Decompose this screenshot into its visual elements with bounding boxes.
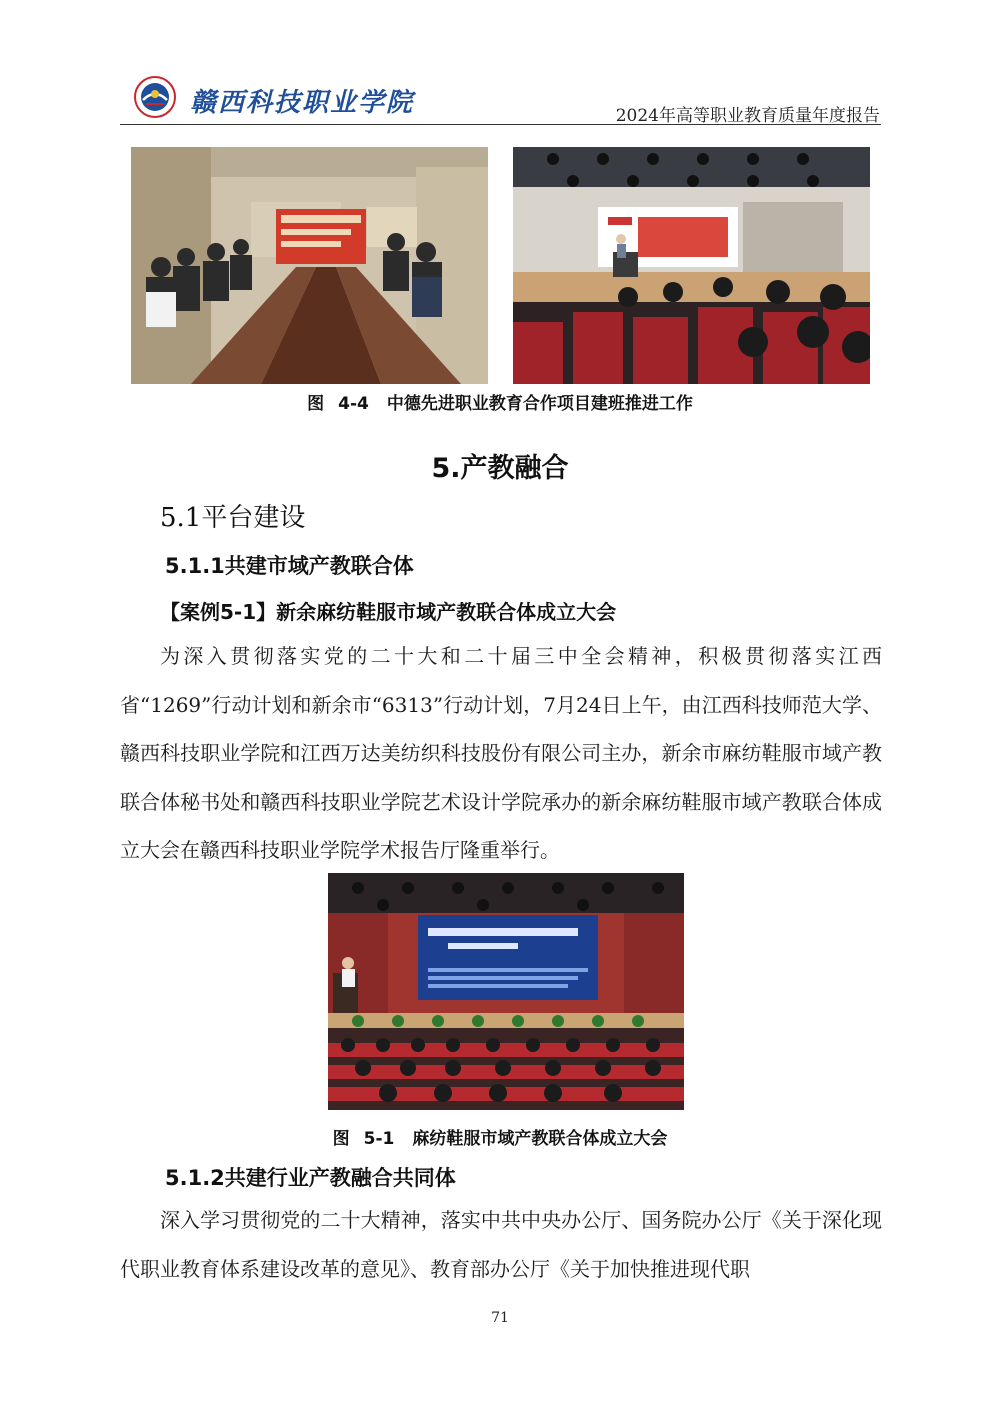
subsubsection-title-5-1-2: 5.1.2共建行业产教融合共同体 (165, 1166, 456, 1190)
case-title: 【案例5-1】新余麻纺鞋服市域产教联合体成立大会 (160, 600, 617, 624)
figure-label: 图 (307, 394, 325, 414)
school-logo (134, 76, 176, 118)
report-title: 2024年高等职业教育质量年度报告 (615, 106, 880, 126)
page-number: 71 (491, 1310, 509, 1326)
figure-caption-text: 中德先进职业教育合作项目建班推进工作 (386, 394, 693, 414)
figure-number: 5-1 (363, 1129, 395, 1149)
subsection-title: 5.1平台建设 (160, 503, 306, 533)
figure-number: 4-4 (338, 394, 369, 414)
body-paragraph-1: 为深入贯彻落实党的二十大和二十届三中全会精神，积极贯彻落实江西省“1269”行动计划和新余市“6313”行动计划，7月24日上午，由江西科技师范大学、赣西科技职业学院和江西万达美纺织科技股份有限公司主办，新余市麻纺鞋服市域产教联合体秘书处和赣西科技职业学院艺术设计学院承办的新余麻纺鞋服市域产教联合体成立大会在赣西科技职业学院学术报告厅隆重举行。 (120, 644, 882, 862)
photo-founding-ceremony (328, 873, 684, 1110)
photo-auditorium-lecture (513, 147, 870, 384)
figure-caption-5-1 (0, 1124, 1000, 1149)
figure-caption-text: 麻纺鞋服市域产教联合体成立大会 (412, 1129, 668, 1149)
header-divider (120, 124, 881, 125)
subsubsection-title-5-1-1: 5.1.1共建市域产教联合体 (165, 554, 414, 578)
section-title: 5.产教融合 (431, 453, 569, 484)
figure-caption-4-4 (0, 389, 1000, 414)
figure-label: 图 (332, 1129, 350, 1149)
body-paragraph-2: 深入学习贯彻党的二十大精神，落实中共中央办公厅、国务院办公厅《关于深化现代职业教育体系建设改革的意见》、教育部办公厅《关于加快推进现代职 (120, 1208, 882, 1281)
photo-meeting-room (131, 147, 488, 384)
school-name: 赣西科技职业学院 (190, 88, 415, 118)
